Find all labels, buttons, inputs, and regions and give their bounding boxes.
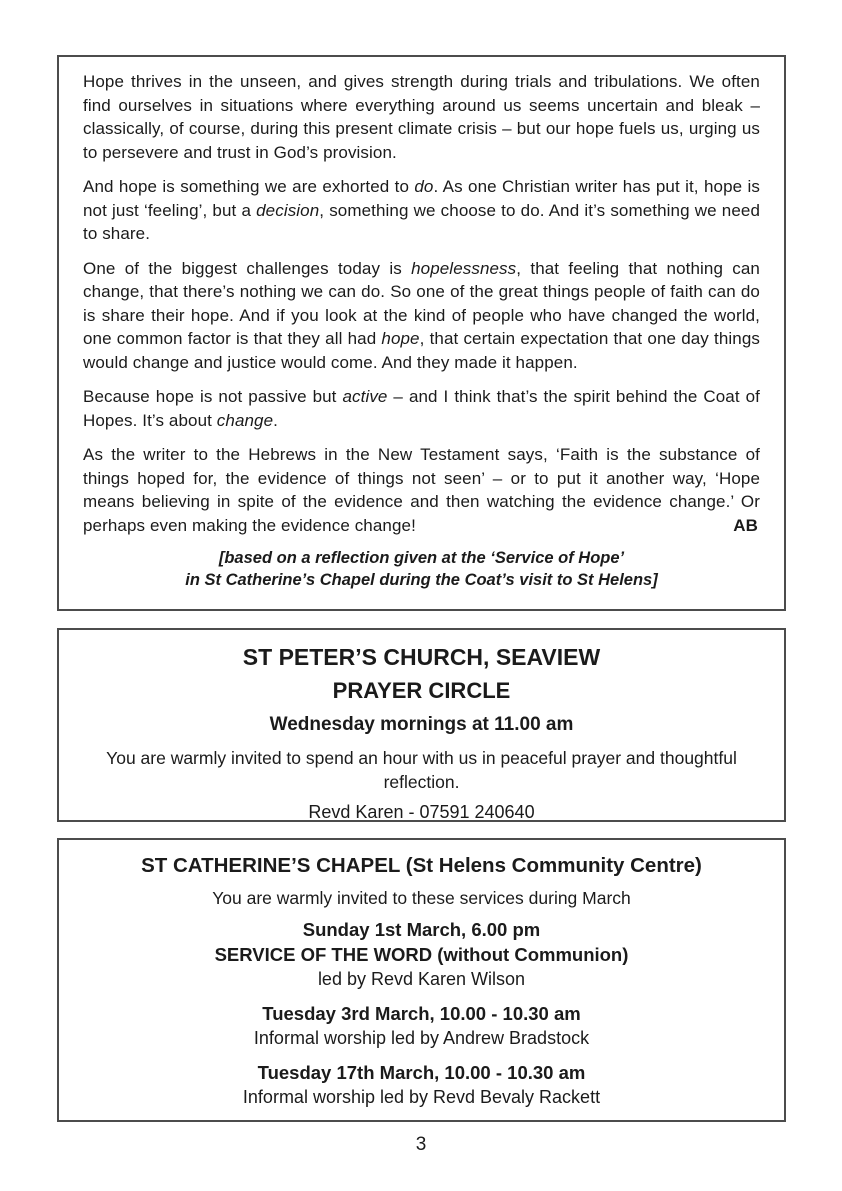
event-3-date: Tuesday 17th March, 10.00 - 10.30 am bbox=[257, 1062, 586, 1083]
event-2-date: Tuesday 3rd March, 10.00 - 10.30 am bbox=[262, 1003, 581, 1024]
reflection-paragraph-5 bbox=[83, 443, 760, 537]
reflection-box bbox=[57, 55, 786, 611]
reflection-credit-line-2: in St Catherine’s Chapel during the Coat’s visit to St Helens] bbox=[185, 571, 658, 589]
prayer-circle-box bbox=[57, 628, 786, 822]
church-title: ST PETER’S CHURCH, SEAVIEW bbox=[242, 644, 601, 670]
chapel-box bbox=[57, 838, 786, 1122]
chapel-invitation: You are warmly invited to these services during March bbox=[212, 888, 631, 908]
reflection-paragraph-4: Because hope is not passive but active – and I think that’s the spirit behind the Coat of Hopes. It’s about change. bbox=[83, 387, 761, 430]
reflection-paragraph-2: And hope is something we are exhorted to do. As one Christian writer has put it, hope is not just ‘feeling’, but a decision, something we choose to do. And it’s something we need to share. bbox=[83, 177, 760, 243]
event-3-leader: Informal worship led by Revd Bevaly Rackett bbox=[242, 1087, 601, 1107]
event-2-leader: Informal worship led by Andrew Bradstock bbox=[253, 1028, 590, 1048]
reflection-paragraph-1: Hope thrives in the unseen, and gives strength during trials and tribulations. We often find ourselves in situations where everything around us seems uncertain and bleak – classically, of course, during this present climate crisis – but our hope fuels us, urging us to persevere and trust in God’s provision. bbox=[83, 72, 760, 162]
prayer-circle-contact: Revd Karen - 07591 240640 bbox=[308, 802, 535, 822]
event-1-date: Sunday 1st March, 6.00 pm bbox=[302, 919, 541, 940]
chapel-event-2 bbox=[87, 1001, 756, 1050]
reflection-credit bbox=[83, 547, 760, 591]
chapel-event-1 bbox=[87, 917, 756, 991]
prayer-circle-invitation: You are warmly invited to spend an hour with us in peaceful prayer and thoughtful reflection. bbox=[106, 748, 737, 792]
reflection-credit-line-1: [based on a reflection given at the ‘Service of Hope’ bbox=[218, 549, 625, 567]
chapel-event-3 bbox=[87, 1060, 756, 1109]
event-1-service: SERVICE OF THE WORD (without Communion) bbox=[214, 944, 629, 965]
prayer-circle-schedule: Wednesday mornings at 11.00 am bbox=[269, 714, 574, 735]
author-initials: AB bbox=[733, 515, 758, 535]
page-number: 3 bbox=[415, 1134, 427, 1155]
event-1-leader: led by Revd Karen Wilson bbox=[317, 969, 526, 989]
reflection-paragraph-5-text: As the writer to the Hebrews in the New Testament says, ‘Faith is the substance of things hoped for, the evidence of things not seen’ – or to put it another way, ‘Hope means believing in spite of the evidence and then watching the evidence change.’ Or perhaps even making the evidence change! bbox=[83, 445, 760, 535]
prayer-circle-title: PRAYER CIRCLE bbox=[332, 678, 511, 703]
chapel-title: ST CATHERINE’S CHAPEL (St Helens Community Centre) bbox=[141, 854, 702, 877]
reflection-paragraph-3: One of the biggest challenges today is hopelessness, that feeling that nothing can change, that there’s nothing we can do. So one of the great things people of faith can do is share their hope. And if you look at the kind of people who have changed the world, one common factor is that they all had hope, that certain expectation that one day things would change and justice would come. And they made it happen. bbox=[83, 258, 760, 372]
